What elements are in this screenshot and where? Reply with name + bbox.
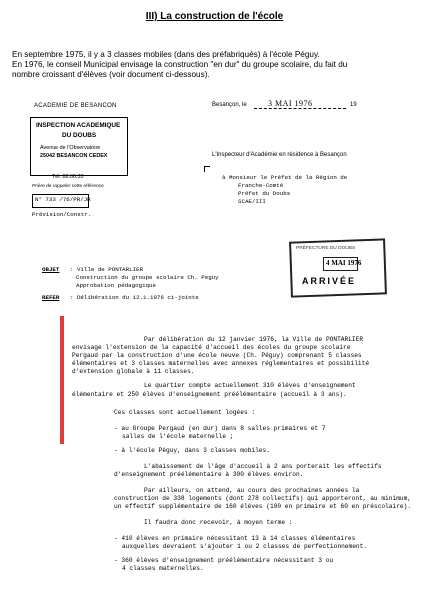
intro-line-1: En septembre 1975, il y a 3 classes mobiles (dans des préfabriqués) à l'école Péguy. xyxy=(12,50,320,59)
bullet-4-line-1: - 360 élèves d'enseignement préélémentaire nécessitant 3 ou xyxy=(114,557,334,564)
object-line-2: Construction du groupe scolaire Ch. Peguy xyxy=(76,274,219,281)
telephone: Tél. 88.06.33 xyxy=(52,174,84,180)
date-year: 19 xyxy=(350,102,357,108)
place: Besançon, le xyxy=(212,102,247,108)
p4-line-2: d'enseignement préélémentaire à 300 élèves environ. xyxy=(114,471,304,478)
service-label: Prévision/Constr. xyxy=(32,211,92,218)
date-line xyxy=(254,108,346,109)
inspection-line-2: DU DOUBS xyxy=(62,132,97,139)
address-line-2: 25042 BESANCON CEDEX xyxy=(40,153,108,159)
highlight-bar xyxy=(60,316,64,444)
bullet-3-line-2: auxquelles devraient s'ajouter 1 ou 2 classes de perfectionnement. xyxy=(122,543,368,550)
intro-line-2: En 1976, le conseil Municipal envisage la construction "en dur" du groupe scolaire, du fait du xyxy=(12,60,348,69)
object-label: OBJET xyxy=(42,266,60,273)
bullet-2: - à l'école Péguy, dans 3 classes mobiles. xyxy=(114,447,270,454)
address-line-1: Avenue de l'Observatoire xyxy=(40,145,101,151)
p2-line-1: Le quartier compte actuellement 310 élèves d'enseignement xyxy=(144,382,356,389)
p5-line-1: Par ailleurs, on attend, au cours des prochaines années la xyxy=(144,487,360,494)
p1-line-1: Par délibération du 12 janvier 1976, la Ville de PONTARLIER xyxy=(144,336,364,343)
intro-line-3: nombre croissant d'élèves (voir document ci-dessous). xyxy=(12,70,210,79)
p5-line-2: construction de 338 logements (dont 278 collectifs) qui apporteront, au minimum, xyxy=(114,495,412,502)
p4-line-1: L'abaissement de l'âge d'accueil à 2 ans porterait les effectifs xyxy=(144,463,382,470)
p6: Il faudra donc recevoir, à moyen terme : xyxy=(144,519,293,526)
p3: Ces classes sont actuellement logées : xyxy=(114,409,256,416)
reference-number: N° 733 /76/PR/JR xyxy=(35,196,91,203)
p1-line-2: envisage l'extension de la capacité d'accueil des écoles du groupe scolaire xyxy=(72,344,351,351)
recipient-line-3: Préfet du Doubs xyxy=(238,190,291,197)
recipient-line-1: à Monsieur le Préfet de la Région de xyxy=(222,174,348,181)
date-stamp: 3 MAI 1976 xyxy=(268,99,313,108)
refer-label: REFER xyxy=(42,294,60,301)
object-line-3: Approbation pédagogique xyxy=(76,282,157,289)
address-mark xyxy=(204,166,210,172)
academie-name: ACADEMIE DE BESANCON xyxy=(34,103,117,109)
bullet-4-line-2: 4 classes maternelles. xyxy=(122,565,204,572)
stamp-date: 4 MAI 1976 xyxy=(326,259,362,267)
recipient-line-2: Franche-Comté xyxy=(238,182,284,189)
p5-line-3: un effectif supplémentaire de 160 élèves (100 en primaire et 60 en préscolaire). xyxy=(114,503,412,510)
p2-line-2: élémentaire et 250 élèves d'enseignement préélémentaire (accueil à 3 ans). xyxy=(72,391,347,398)
stamp-line-1: PRÉFECTURE DU DOUBS xyxy=(296,246,356,251)
sender: L'Inspecteur d'Académie en résidence à Besançon xyxy=(212,152,347,158)
bullet-1-line-1: - au Groupe Pergaud (en dur) dans 8 salles primaires et 7 xyxy=(114,425,326,432)
stamp-arrival: ARRIVÉE xyxy=(302,276,357,286)
p1-line-3: Pergaud par la construction d'une école neuve (Ch. Péguy) comprenant 5 classes xyxy=(72,352,362,359)
p1-line-4: élémentaires et 3 classes maternelles avec annexes réglementaires et possibilité xyxy=(72,360,370,367)
object-line-1: : Ville de PONTARLIER xyxy=(70,266,144,273)
refer-text: : Délibération du 12.1.1976 ci-jointe xyxy=(70,294,199,301)
bullet-1-line-2: salles de l'école maternelle ; xyxy=(122,433,234,440)
recipient-line-4: SCAE/III xyxy=(238,198,266,205)
page-title: III) La construction de l'école xyxy=(145,11,284,22)
reference-note: Prière de rappeler cette référence xyxy=(32,184,104,189)
inspection-line-1: INSPECTION ACADEMIQUE xyxy=(36,122,121,129)
p1-line-5: d'extension globale à 11 classes. xyxy=(72,368,195,375)
bullet-3-line-1: - 410 élèves en primaire nécessitant 13 à 14 classes élémentaires xyxy=(114,535,356,542)
